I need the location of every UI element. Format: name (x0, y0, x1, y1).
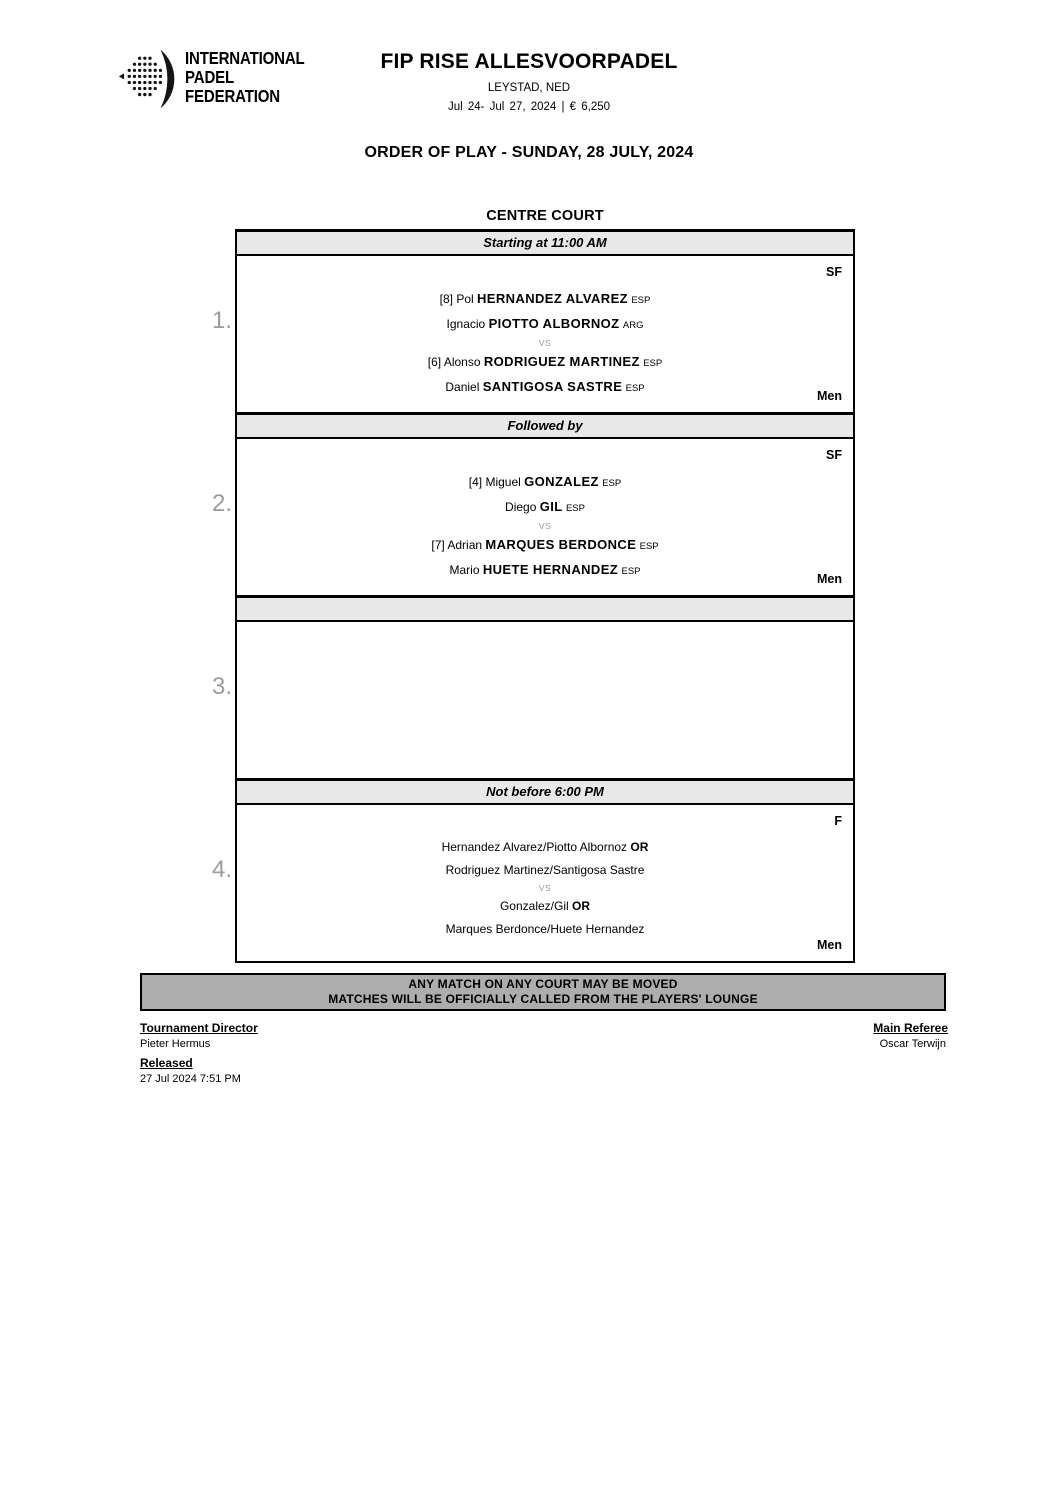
player-last-name: SANTIGOSA SASTRE (482, 379, 623, 394)
player-line (237, 350, 853, 375)
category-label: Men (817, 572, 842, 586)
player-first-name: Ignacio (446, 317, 486, 331)
schedule-bar-2: Followed by (237, 412, 853, 439)
court-name: CENTRE COURT (486, 208, 604, 224)
match-box-1 (237, 256, 853, 412)
player-last-name: GONZALEZ (524, 474, 599, 489)
player-seed: [8] (439, 292, 453, 306)
player-last-name: MARQUES BERDONCE (485, 537, 637, 552)
vs-label: VS (538, 521, 552, 531)
player-first-name: Miguel (485, 475, 521, 489)
player-line (237, 470, 853, 495)
player-last-name: HERNANDEZ ALVAREZ (477, 291, 628, 306)
event-header (0, 50, 1058, 113)
player-line (237, 495, 853, 520)
player-seed: [4] (468, 475, 483, 489)
match-number-3: 3. (211, 673, 232, 700)
player-country: ESP (625, 383, 645, 394)
match-number-1: 1. (211, 307, 232, 334)
match-number-4: 4. (211, 856, 232, 883)
player-line (237, 558, 853, 583)
player-country: ESP (643, 358, 663, 369)
logo-line-1: INTERNATIONAL (185, 48, 305, 68)
player-first-name: Alonso (443, 355, 481, 369)
player-last-name: GIL (539, 499, 563, 514)
notice-line-1: ANY MATCH ON ANY COURT MAY BE MOVED (408, 977, 678, 991)
main-referee-name: Oscar Terwijn (879, 1038, 946, 1050)
player-first-name: Pol (456, 292, 474, 306)
team-line (237, 859, 853, 882)
event-title: FIP RISE ALLESVOORPADEL (380, 50, 678, 73)
team-names: Hernandez Alvarez/Piotto Albornoz (441, 840, 628, 854)
vs-label: VS (538, 338, 552, 348)
vs-label: VS (538, 883, 552, 893)
player-country: ESP (621, 566, 641, 577)
released-datetime: 27 Jul 2024 7:51 PM (140, 1073, 241, 1085)
order-of-play-title: ORDER OF PLAY - SUNDAY, 28 JULY, 2024 (364, 144, 694, 161)
player-country: ESP (639, 541, 659, 552)
notice-banner (140, 973, 946, 1011)
player-first-name: Daniel (445, 380, 480, 394)
logo-line-2: PADEL (185, 67, 235, 87)
team-line (237, 836, 853, 859)
player-last-name: RODRIGUEZ MARTINEZ (483, 354, 640, 369)
match-2-lines (237, 470, 853, 583)
player-seed: [7] (431, 538, 445, 552)
player-line (237, 375, 853, 400)
team-names: Marques Berdonce/Huete Hernandez (445, 922, 645, 936)
player-last-name: HUETE HERNANDEZ (482, 562, 619, 577)
category-label: Men (817, 938, 842, 952)
team-line (237, 918, 853, 941)
team-names: Rodriguez Martinez/Santigosa Sastre (445, 863, 645, 877)
main-referee-label: Main Referee (873, 1021, 948, 1035)
player-line (237, 287, 853, 312)
player-country: ARG (622, 320, 644, 331)
player-line (237, 312, 853, 337)
or-label: OR (572, 899, 591, 913)
player-first-name: Mario (449, 563, 480, 577)
team-line (237, 895, 853, 918)
notice-line-2: MATCHES WILL BE OFFICIALLY CALLED FROM THE PLAYERS' LOUNGE (328, 992, 758, 1006)
round-label: SF (826, 448, 842, 462)
event-location: LEYSTAD, NED (487, 82, 571, 94)
player-country: ESP (565, 503, 585, 514)
schedule-bar-3 (237, 595, 853, 622)
player-line (237, 533, 853, 558)
match-4-lines (237, 836, 853, 941)
player-last-name: PIOTTO ALBORNOZ (488, 316, 620, 331)
player-country: ESP (631, 295, 651, 306)
match-number-2: 2. (211, 490, 232, 517)
player-first-name: Diego (505, 500, 537, 514)
player-country: ESP (602, 478, 622, 489)
tournament-director-name: Pieter Hermus (140, 1038, 211, 1050)
match-box-4 (237, 805, 853, 961)
logo-line-3: FEDERATION (185, 86, 280, 106)
schedule-bar-1: Starting at 11:00 AM (237, 229, 853, 256)
player-seed: [6] (427, 355, 442, 369)
round-label: SF (826, 265, 842, 279)
match-box-3 (237, 622, 853, 778)
tournament-director-label: Tournament Director (140, 1021, 258, 1035)
team-names: Gonzalez/Gil (499, 899, 569, 913)
released-label: Released (140, 1056, 193, 1070)
centre-court-table (235, 229, 855, 963)
schedule-bar-4: Not before 6:00 PM (237, 778, 853, 805)
or-label: OR (630, 840, 649, 854)
category-label: Men (817, 389, 842, 403)
round-label: F (834, 814, 842, 828)
player-first-name: Adrian (447, 538, 483, 552)
match-1-lines (237, 287, 853, 400)
event-dates-prize: Jul 24- Jul 27, 2024 | € 6,250 (447, 101, 611, 113)
match-box-2 (237, 439, 853, 595)
